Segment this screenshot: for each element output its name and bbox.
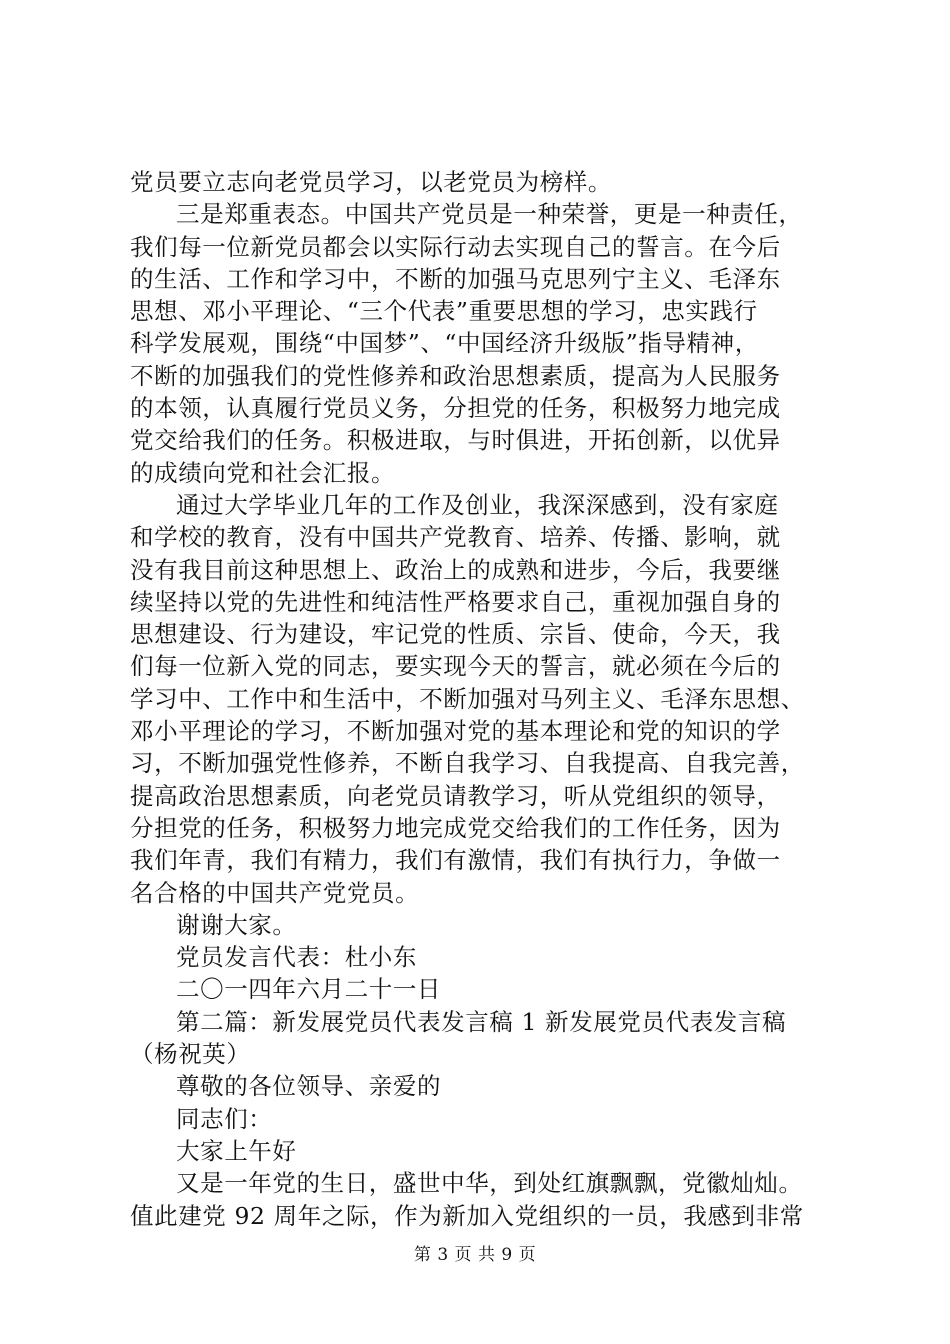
text-line: 又是一年党的生日，盛世中华，到处红旗飘飘，党徽灿灿。 [176,1169,803,1198]
text-line: 党员要立志向老党员学习，以老党员为榜样。 [130,168,612,196]
text-line: 我们年青，我们有精力，我们有激情，我们有执行力，争做一 [130,846,781,875]
text-line: 分担党的任务，积极努力地完成党交给我们的工作任务，因为 [130,813,781,842]
text-line: 思想建设、行为建设，牢记党的性质、宗旨、使命，今天，我 [130,620,781,649]
text-line: 通过大学毕业几年的工作及创业，我深深感到，没有家庭 [176,490,779,519]
text-line: 我们每一位新党员都会以实际行动去实现自己的誓言。在今后 [130,232,781,261]
text-line: 党员发言代表：杜小东 [176,943,417,972]
text-line: 提高政治思想素质，向老党员请教学习，听从党组织的领导， [130,781,781,810]
page-footer: 第 3 页 共 9 页 [413,1245,537,1265]
text-line: 习，不断加强党性修养，不断自我学习、自我提高、自我完善， [130,749,805,778]
text-line: 没有我目前这种思想上、政治上的成熟和进步，今后，我要继 [130,555,781,584]
text-line: 邓小平理论的学习，不断加强对党的基本理论和党的知识的学 [130,717,781,746]
text-line: 的成绩向党和社会汇报。 [130,458,396,487]
text-line: 二〇一四年六月二十一日 [176,975,442,1004]
text-line: 三是郑重表态。中国共产党员是一种荣誉，更是一种责任， [176,200,803,229]
text-line: 名合格的中国共产党党员。 [130,878,420,907]
section-heading: 第二篇：新发展党员代表发言稿 1 新发展党员代表发言稿 [176,1007,787,1036]
text-line: 尊敬的各位领导、亲爱的 [176,1072,442,1101]
text-line: 党交给我们的任务。积极进取，与时俱进，开拓创新，以优异 [130,426,781,455]
text-line: （杨祝英） [130,1040,251,1069]
body-text [130,166,850,1232]
text-line: 和学校的教育，没有中国共产党教育、培养、传播、影响，就 [130,523,781,552]
text-line: 的生活、工作和学习中，不断的加强马克思列宁主义、毛泽东 [130,264,781,293]
text-line: 的本领，认真履行党员义务，分担党的任务，积极努力地完成 [130,394,781,423]
text-line: 大家上午好 [176,1136,297,1165]
text-line: 学习中、工作中和生活中，不断加强对马列主义、毛泽东思想、 [130,684,805,713]
text-line: 谢谢大家。 [176,910,297,939]
text-line: 值此建党 92 周年之际，作为新加入党组织的一员，我感到非常 [130,1201,804,1230]
text-line: 续坚持以党的先进性和纯洁性严格要求自己，重视加强自身的 [130,587,781,616]
text-line: 不断的加强我们的党性修养和政治思想素质，提高为人民服务 [130,361,781,390]
text-line: 们每一位新入党的同志，要实现今天的誓言，就必须在今后的 [130,652,781,681]
text-line: 同志们： [176,1104,273,1133]
text-line: 思想、邓小平理论、“三个代表”重要思想的学习，忠实践行 [130,297,758,326]
text-line: 科学发展观，围绕“中国梦”、“中国经济升级版”指导精神， [130,329,759,358]
